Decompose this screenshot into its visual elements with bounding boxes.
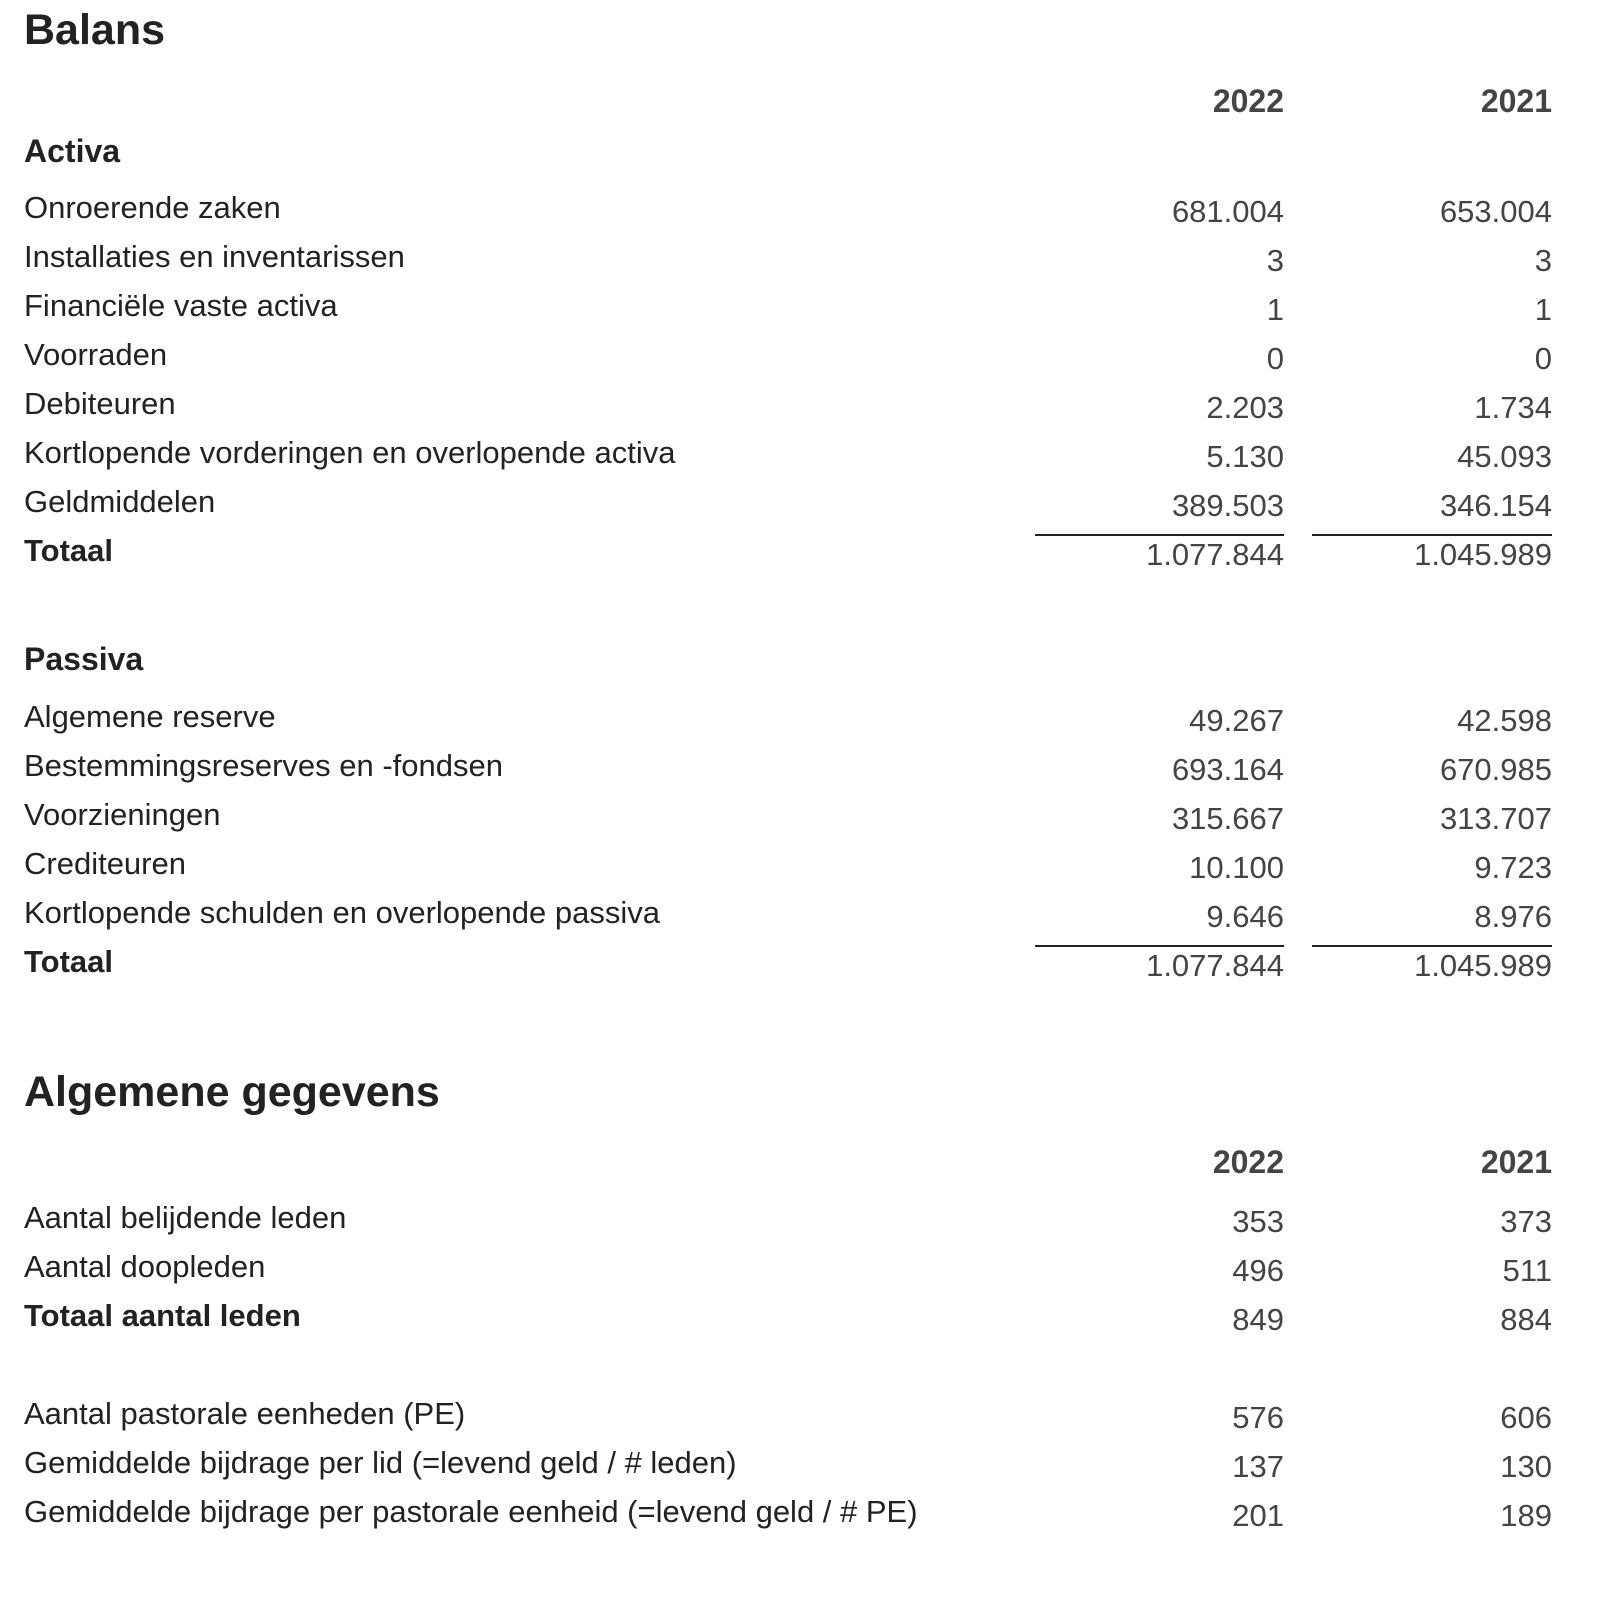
total-2021: 884 — [1500, 1302, 1552, 1337]
row-label: Totaal — [24, 944, 113, 979]
year-2022-header: 2022 — [1212, 1144, 1284, 1180]
row-label: Onroerende zaken — [24, 190, 281, 225]
table-row — [24, 846, 1564, 895]
row-label: Kortlopende vorderingen en overlopende activa — [24, 435, 676, 470]
value-2021: 511 — [1502, 1253, 1552, 1288]
table-row — [24, 337, 1564, 386]
value-2022: 693.164 — [1171, 752, 1284, 787]
table-row — [24, 435, 1564, 484]
table-row — [24, 288, 1564, 337]
members-table — [24, 1200, 1564, 1347]
total-row — [24, 533, 1564, 582]
table-row — [24, 190, 1564, 239]
table-row — [24, 1445, 1564, 1494]
value-2022: 0 — [1266, 341, 1284, 376]
year-2022-header: 2022 — [1212, 83, 1284, 119]
row-label: Totaal aantal leden — [24, 1298, 301, 1333]
value-2022: 2.203 — [1206, 390, 1284, 425]
row-label: Aantal doopleden — [24, 1249, 266, 1284]
total-row — [24, 944, 1564, 993]
value-2021: 653.004 — [1439, 194, 1552, 229]
value-2022: 201 — [1232, 1498, 1284, 1533]
table-row — [24, 1200, 1564, 1249]
value-2022: 681.004 — [1171, 194, 1284, 229]
total-2021: 1.045.989 — [1414, 537, 1552, 572]
table-row — [24, 239, 1564, 288]
value-2022: 10.100 — [1189, 850, 1284, 885]
total-2022: 1.077.844 — [1146, 948, 1284, 983]
value-2021: 130 — [1500, 1449, 1552, 1484]
table-row — [24, 748, 1564, 797]
value-2021: 3 — [1534, 243, 1552, 278]
algemeen-title: Algemene gegevens — [24, 1068, 440, 1116]
value-2022: 3 — [1266, 243, 1284, 278]
row-label: Bestemmingsreserves en -fondsen — [24, 748, 504, 783]
value-2021: 373 — [1500, 1204, 1552, 1239]
row-label: Algemene reserve — [24, 699, 276, 734]
row-label: Crediteuren — [24, 846, 186, 881]
value-2021: 8.976 — [1312, 899, 1552, 935]
table-row — [24, 1494, 1564, 1543]
value-2021: 9.723 — [1474, 850, 1552, 885]
value-2021: 1.734 — [1474, 390, 1552, 425]
value-2021: 670.985 — [1439, 752, 1552, 787]
total-2021: 1.045.989 — [1414, 948, 1552, 983]
value-2022: 353 — [1232, 1204, 1284, 1239]
passiva-heading: Passiva — [24, 641, 144, 677]
value-2022: 137 — [1232, 1449, 1284, 1484]
table-row — [24, 895, 1564, 944]
value-2021: 0 — [1534, 341, 1552, 376]
passiva-table — [24, 699, 1564, 993]
row-label: Installaties en inventarissen — [24, 239, 405, 274]
row-label: Debiteuren — [24, 386, 176, 421]
value-2022: 5.130 — [1206, 439, 1284, 474]
row-label: Geldmiddelen — [24, 484, 216, 519]
row-label: Voorraden — [24, 337, 168, 372]
row-label: Aantal pastorale eenheden (PE) — [24, 1396, 466, 1431]
year-2021-header: 2021 — [1480, 83, 1552, 119]
activa-heading: Activa — [24, 133, 121, 169]
row-label: Kortlopende schulden en overlopende passiva — [24, 895, 660, 930]
value-2022: 389.503 — [1044, 488, 1284, 524]
row-label: Financiële vaste activa — [24, 288, 338, 323]
row-label: Totaal — [24, 533, 113, 568]
value-2021: 346.154 — [1312, 488, 1552, 524]
total-2022: 849 — [1232, 1302, 1284, 1337]
value-2022: 576 — [1232, 1400, 1284, 1435]
value-2021: 1 — [1534, 292, 1552, 327]
table-row — [24, 797, 1564, 846]
value-2022: 496 — [1232, 1253, 1284, 1288]
total-row — [24, 1298, 1564, 1347]
table-row — [24, 386, 1564, 435]
row-label: Aantal belijdende leden — [24, 1200, 347, 1235]
value-2022: 1 — [1266, 292, 1284, 327]
row-label: Voorzieningen — [24, 797, 221, 832]
value-2021: 313.707 — [1439, 801, 1552, 836]
row-label: Gemiddelde bijdrage per lid (=levend geld / # leden) — [24, 1445, 737, 1480]
value-2021: 189 — [1500, 1498, 1552, 1533]
algemeen-year-header — [24, 1144, 1564, 1184]
value-2022: 315.667 — [1171, 801, 1284, 836]
row-label: Gemiddelde bijdrage per pastorale eenheid (=levend geld / # PE) — [24, 1494, 918, 1529]
table-row — [24, 484, 1564, 533]
value-2022: 49.267 — [1189, 703, 1284, 738]
value-2022: 9.646 — [1044, 899, 1284, 935]
balans-title: Balans — [24, 6, 166, 54]
activa-table — [24, 190, 1564, 582]
table-row — [24, 1396, 1564, 1445]
balans-year-header — [24, 83, 1564, 123]
value-2021: 42.598 — [1457, 703, 1552, 738]
value-2021: 606 — [1500, 1400, 1552, 1435]
total-2022: 1.077.844 — [1146, 537, 1284, 572]
table-row — [24, 1249, 1564, 1298]
value-2021: 45.093 — [1457, 439, 1552, 474]
table-row — [24, 699, 1564, 748]
year-2021-header: 2021 — [1480, 1144, 1552, 1180]
stats-table — [24, 1396, 1564, 1543]
